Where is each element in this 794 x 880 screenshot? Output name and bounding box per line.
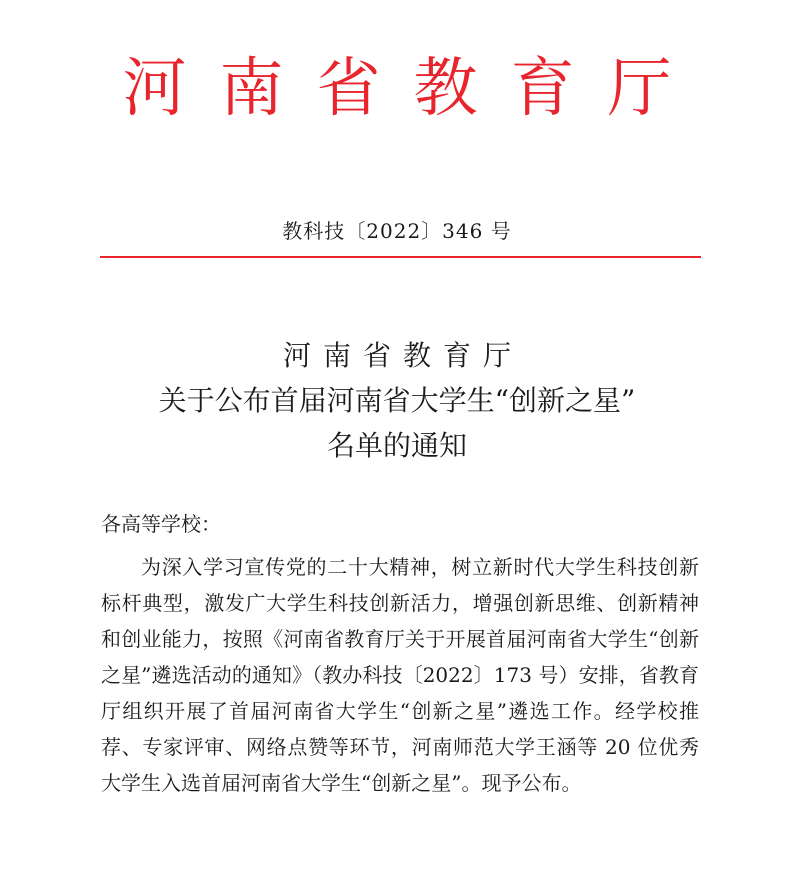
salutation: 各高等学校： [101,512,221,536]
document-number: 教科技〔2022〕346 号 [282,219,512,243]
issuer-masthead: 河南省教育厅 [122,52,705,126]
red-divider-line [100,256,701,258]
title-line-tail: 名单的通知 [326,429,467,462]
body-paragraph: 为深入学习宣传党的二十大精神，树立新时代大学生科技创新标杆典型，激发广大学生科技创新活力，增强创新思维、创新精神和创业能力，按照《河南省教育厅关于开展首届河南省大学生“创新之星”遴选活动的通知》（教办科技〔2022〕173 号）安排，省教育厅组织开展了首届河南省大学生“创新之星”遴选工作。经学校推荐、专家评审、网络点赞等环节，河南师范大学王涵等 20 位优秀大学生入选首届河南省大学生“创新之星”。现予公布。 [101,555,699,795]
notice-title [0,333,794,468]
title-line-subject: 关于公布首届河南省大学生“创新之星” [158,384,636,417]
title-line-issuer: 河南省教育厅 [282,339,523,372]
